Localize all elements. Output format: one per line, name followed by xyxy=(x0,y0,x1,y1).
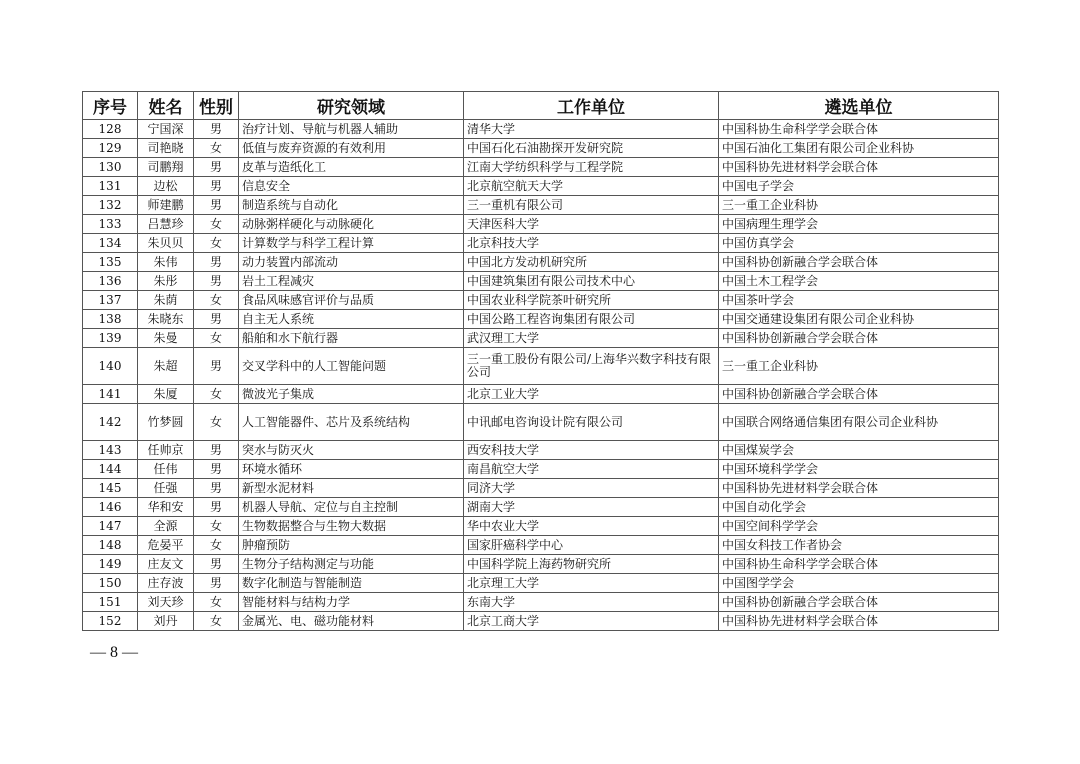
table-row xyxy=(83,120,999,139)
cell-recommending-unit: 中国电子学会 xyxy=(719,177,999,196)
cell-research-field: 信息安全 xyxy=(239,177,464,196)
cell-name: 朱厦 xyxy=(138,385,194,404)
cell-name: 师建鹏 xyxy=(138,196,194,215)
cell-name: 任帅京 xyxy=(138,441,194,460)
cell-recommending-unit: 中国交通建设集团有限公司企业科协 xyxy=(719,310,999,329)
cell-gender: 女 xyxy=(194,536,239,555)
cell-research-field: 环境水循环 xyxy=(239,460,464,479)
table-row xyxy=(83,196,999,215)
cell-name: 华和安 xyxy=(138,498,194,517)
page-number: — 8 — xyxy=(90,644,138,661)
header-serial: 序号 xyxy=(83,92,138,120)
cell-serial: 143 xyxy=(83,441,138,460)
cell-work-unit: 同济大学 xyxy=(464,479,719,498)
cell-research-field: 生物分子结构测定与功能 xyxy=(239,555,464,574)
cell-research-field: 动力装置内部流动 xyxy=(239,253,464,272)
cell-research-field: 制造系统与自动化 xyxy=(239,196,464,215)
cell-recommending-unit: 三一重工企业科协 xyxy=(719,348,999,385)
cell-name: 全源 xyxy=(138,517,194,536)
cell-gender: 男 xyxy=(194,441,239,460)
cell-serial: 129 xyxy=(83,139,138,158)
roster-table xyxy=(82,91,999,631)
cell-gender: 女 xyxy=(194,291,239,310)
cell-gender: 男 xyxy=(194,555,239,574)
cell-research-field: 皮革与造纸化工 xyxy=(239,158,464,177)
cell-gender: 男 xyxy=(194,348,239,385)
cell-serial: 135 xyxy=(83,253,138,272)
cell-name: 朱彤 xyxy=(138,272,194,291)
cell-serial: 130 xyxy=(83,158,138,177)
cell-work-unit: 北京科技大学 xyxy=(464,234,719,253)
cell-name: 任强 xyxy=(138,479,194,498)
cell-serial: 128 xyxy=(83,120,138,139)
cell-gender: 女 xyxy=(194,593,239,612)
table-header-row xyxy=(83,92,999,120)
cell-work-unit: 中国石化石油勘探开发研究院 xyxy=(464,139,719,158)
cell-gender: 男 xyxy=(194,196,239,215)
cell-serial: 149 xyxy=(83,555,138,574)
cell-recommending-unit: 中国科协创新融合学会联合体 xyxy=(719,253,999,272)
cell-serial: 138 xyxy=(83,310,138,329)
header-gender: 性别 xyxy=(194,92,239,120)
cell-name: 边松 xyxy=(138,177,194,196)
cell-serial: 146 xyxy=(83,498,138,517)
cell-work-unit: 中国公路工程咨询集团有限公司 xyxy=(464,310,719,329)
cell-gender: 女 xyxy=(194,612,239,631)
cell-gender: 男 xyxy=(194,574,239,593)
header-work-unit: 工作单位 xyxy=(464,92,719,120)
cell-serial: 132 xyxy=(83,196,138,215)
cell-name: 宁国深 xyxy=(138,120,194,139)
cell-serial: 137 xyxy=(83,291,138,310)
cell-work-unit: 中国农业科学院茶叶研究所 xyxy=(464,291,719,310)
cell-research-field: 动脉粥样硬化与动脉硬化 xyxy=(239,215,464,234)
cell-gender: 男 xyxy=(194,310,239,329)
cell-recommending-unit: 中国科协创新融合学会联合体 xyxy=(719,329,999,348)
cell-name: 危晏平 xyxy=(138,536,194,555)
table-row xyxy=(83,612,999,631)
table-row xyxy=(83,348,999,385)
cell-work-unit: 华中农业大学 xyxy=(464,517,719,536)
cell-recommending-unit: 中国联合网络通信集团有限公司企业科协 xyxy=(719,404,999,441)
table-row xyxy=(83,385,999,404)
cell-research-field: 肿瘤预防 xyxy=(239,536,464,555)
cell-name: 司鹏翔 xyxy=(138,158,194,177)
cell-gender: 女 xyxy=(194,404,239,441)
cell-work-unit: 江南大学纺织科学与工程学院 xyxy=(464,158,719,177)
cell-research-field: 智能材料与结构力学 xyxy=(239,593,464,612)
table-body xyxy=(83,120,999,631)
table-row xyxy=(83,517,999,536)
cell-gender: 男 xyxy=(194,272,239,291)
cell-recommending-unit: 中国科协创新融合学会联合体 xyxy=(719,385,999,404)
table-row xyxy=(83,158,999,177)
cell-gender: 男 xyxy=(194,253,239,272)
cell-name: 刘天珍 xyxy=(138,593,194,612)
cell-recommending-unit: 中国茶叶学会 xyxy=(719,291,999,310)
cell-research-field: 机器人导航、定位与自主控制 xyxy=(239,498,464,517)
table-row xyxy=(83,536,999,555)
cell-recommending-unit: 三一重工企业科协 xyxy=(719,196,999,215)
cell-recommending-unit: 中国图学学会 xyxy=(719,574,999,593)
cell-serial: 139 xyxy=(83,329,138,348)
cell-work-unit: 国家肝癌科学中心 xyxy=(464,536,719,555)
cell-serial: 144 xyxy=(83,460,138,479)
cell-work-unit: 北京理工大学 xyxy=(464,574,719,593)
cell-gender: 女 xyxy=(194,517,239,536)
cell-serial: 152 xyxy=(83,612,138,631)
cell-work-unit: 西安科技大学 xyxy=(464,441,719,460)
cell-gender: 男 xyxy=(194,158,239,177)
cell-work-unit: 天津医科大学 xyxy=(464,215,719,234)
cell-work-unit: 三一重工股份有限公司/上海华兴数字科技有限公司 xyxy=(464,348,719,385)
cell-gender: 女 xyxy=(194,385,239,404)
table-row xyxy=(83,329,999,348)
cell-gender: 男 xyxy=(194,498,239,517)
header-recommending-unit: 遴选单位 xyxy=(719,92,999,120)
cell-gender: 女 xyxy=(194,234,239,253)
cell-recommending-unit: 中国病理生理学会 xyxy=(719,215,999,234)
cell-name: 任伟 xyxy=(138,460,194,479)
cell-name: 朱曼 xyxy=(138,329,194,348)
table-row xyxy=(83,574,999,593)
table-row xyxy=(83,460,999,479)
table-row xyxy=(83,215,999,234)
cell-recommending-unit: 中国科协生命科学学会联合体 xyxy=(719,555,999,574)
cell-research-field: 低值与废弃资源的有效利用 xyxy=(239,139,464,158)
table-row xyxy=(83,498,999,517)
cell-gender: 男 xyxy=(194,120,239,139)
cell-research-field: 自主无人系统 xyxy=(239,310,464,329)
cell-name: 竹梦圆 xyxy=(138,404,194,441)
cell-research-field: 岩土工程减灾 xyxy=(239,272,464,291)
cell-gender: 女 xyxy=(194,139,239,158)
cell-serial: 131 xyxy=(83,177,138,196)
cell-serial: 151 xyxy=(83,593,138,612)
cell-recommending-unit: 中国环境科学学会 xyxy=(719,460,999,479)
cell-recommending-unit: 中国空间科学学会 xyxy=(719,517,999,536)
cell-serial: 134 xyxy=(83,234,138,253)
cell-name: 朱伟 xyxy=(138,253,194,272)
table-row xyxy=(83,310,999,329)
header-research-field: 研究领域 xyxy=(239,92,464,120)
cell-work-unit: 三一重机有限公司 xyxy=(464,196,719,215)
cell-name: 朱超 xyxy=(138,348,194,385)
cell-work-unit: 南昌航空大学 xyxy=(464,460,719,479)
cell-work-unit: 清华大学 xyxy=(464,120,719,139)
cell-gender: 男 xyxy=(194,460,239,479)
cell-recommending-unit: 中国科协生命科学学会联合体 xyxy=(719,120,999,139)
cell-gender: 男 xyxy=(194,177,239,196)
table-row xyxy=(83,593,999,612)
table-row xyxy=(83,479,999,498)
cell-work-unit: 武汉理工大学 xyxy=(464,329,719,348)
cell-serial: 145 xyxy=(83,479,138,498)
table-row xyxy=(83,291,999,310)
cell-serial: 140 xyxy=(83,348,138,385)
cell-recommending-unit: 中国女科技工作者协会 xyxy=(719,536,999,555)
cell-work-unit: 中国建筑集团有限公司技术中心 xyxy=(464,272,719,291)
cell-work-unit: 中国北方发动机研究所 xyxy=(464,253,719,272)
cell-serial: 133 xyxy=(83,215,138,234)
table-row xyxy=(83,234,999,253)
cell-research-field: 治疗计划、导航与机器人辅助 xyxy=(239,120,464,139)
cell-name: 刘丹 xyxy=(138,612,194,631)
cell-name: 朱贝贝 xyxy=(138,234,194,253)
cell-work-unit: 中讯邮电咨询设计院有限公司 xyxy=(464,404,719,441)
cell-recommending-unit: 中国仿真学会 xyxy=(719,234,999,253)
cell-work-unit: 北京航空航天大学 xyxy=(464,177,719,196)
cell-gender: 男 xyxy=(194,479,239,498)
cell-name: 司艳晓 xyxy=(138,139,194,158)
cell-research-field: 人工智能器件、芯片及系统结构 xyxy=(239,404,464,441)
cell-name: 庄存波 xyxy=(138,574,194,593)
cell-serial: 136 xyxy=(83,272,138,291)
cell-research-field: 计算数学与科学工程计算 xyxy=(239,234,464,253)
cell-research-field: 数字化制造与智能制造 xyxy=(239,574,464,593)
cell-recommending-unit: 中国土木工程学会 xyxy=(719,272,999,291)
cell-serial: 142 xyxy=(83,404,138,441)
table-row xyxy=(83,404,999,441)
cell-recommending-unit: 中国科协创新融合学会联合体 xyxy=(719,593,999,612)
cell-work-unit: 湖南大学 xyxy=(464,498,719,517)
cell-serial: 150 xyxy=(83,574,138,593)
header-name: 姓名 xyxy=(138,92,194,120)
cell-gender: 女 xyxy=(194,215,239,234)
cell-serial: 148 xyxy=(83,536,138,555)
cell-gender: 女 xyxy=(194,329,239,348)
cell-work-unit: 北京工商大学 xyxy=(464,612,719,631)
cell-work-unit: 东南大学 xyxy=(464,593,719,612)
cell-recommending-unit: 中国科协先进材料学会联合体 xyxy=(719,612,999,631)
cell-recommending-unit: 中国科协先进材料学会联合体 xyxy=(719,158,999,177)
table-row xyxy=(83,441,999,460)
cell-research-field: 微波光子集成 xyxy=(239,385,464,404)
cell-research-field: 新型水泥材料 xyxy=(239,479,464,498)
cell-research-field: 生物数据整合与生物大数据 xyxy=(239,517,464,536)
table-row xyxy=(83,253,999,272)
cell-work-unit: 北京工业大学 xyxy=(464,385,719,404)
cell-name: 吕慧珍 xyxy=(138,215,194,234)
cell-research-field: 船舶和水下航行器 xyxy=(239,329,464,348)
cell-work-unit: 中国科学院上海药物研究所 xyxy=(464,555,719,574)
cell-recommending-unit: 中国煤炭学会 xyxy=(719,441,999,460)
table-row xyxy=(83,139,999,158)
cell-recommending-unit: 中国自动化学会 xyxy=(719,498,999,517)
cell-recommending-unit: 中国石油化工集团有限公司企业科协 xyxy=(719,139,999,158)
cell-research-field: 交叉学科中的人工智能问题 xyxy=(239,348,464,385)
table-row xyxy=(83,272,999,291)
cell-research-field: 金属光、电、磁功能材料 xyxy=(239,612,464,631)
cell-serial: 147 xyxy=(83,517,138,536)
table-row xyxy=(83,555,999,574)
table-row xyxy=(83,177,999,196)
cell-name: 朱荫 xyxy=(138,291,194,310)
cell-research-field: 食品风味感官评价与品质 xyxy=(239,291,464,310)
cell-research-field: 突水与防灭火 xyxy=(239,441,464,460)
cell-name: 庄友文 xyxy=(138,555,194,574)
cell-name: 朱晓东 xyxy=(138,310,194,329)
cell-recommending-unit: 中国科协先进材料学会联合体 xyxy=(719,479,999,498)
cell-serial: 141 xyxy=(83,385,138,404)
